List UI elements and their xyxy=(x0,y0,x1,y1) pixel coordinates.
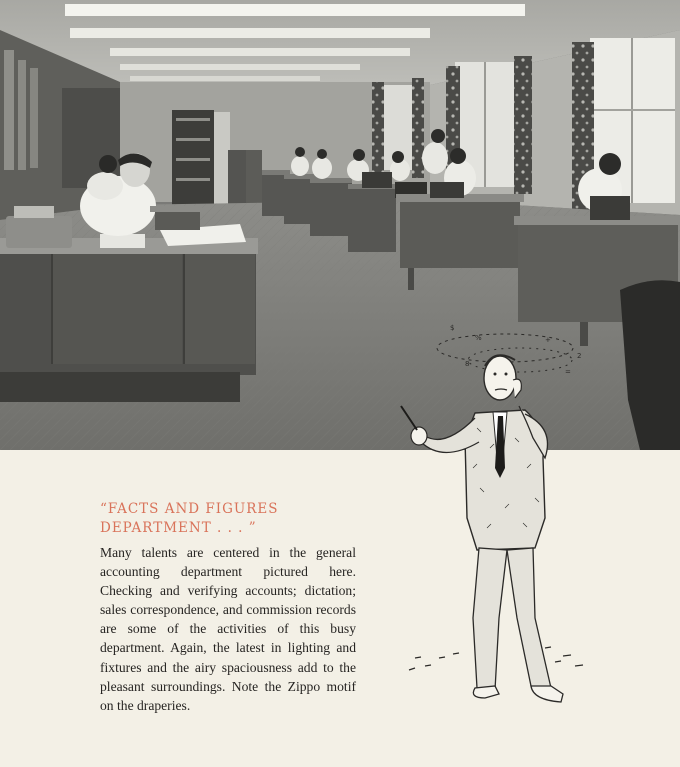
heading-line-2: DEPARTMENT . . . ” xyxy=(100,520,257,536)
svg-text:%: % xyxy=(475,334,482,342)
svg-text:8: 8 xyxy=(465,360,470,368)
svg-text:+: + xyxy=(545,336,551,344)
heading-line-1: “FACTS AND FIGURES xyxy=(100,501,279,517)
svg-text:=: = xyxy=(565,368,571,376)
thinking-man-illustration xyxy=(395,318,595,713)
body-paragraph: Many talents are centered in the general accounting department pictured here. Checking and verifying accounts; dictation; sales correspondence, and commission records are some of the activities of this busy department. Again, the latest in lighting and fixtures and the airy spaciousness add to the pleasant surroundings. Note the Zippo motif on the draperies. xyxy=(100,545,356,713)
svg-text:2: 2 xyxy=(577,352,582,360)
svg-text:$: $ xyxy=(450,324,455,332)
section-heading xyxy=(100,500,370,538)
